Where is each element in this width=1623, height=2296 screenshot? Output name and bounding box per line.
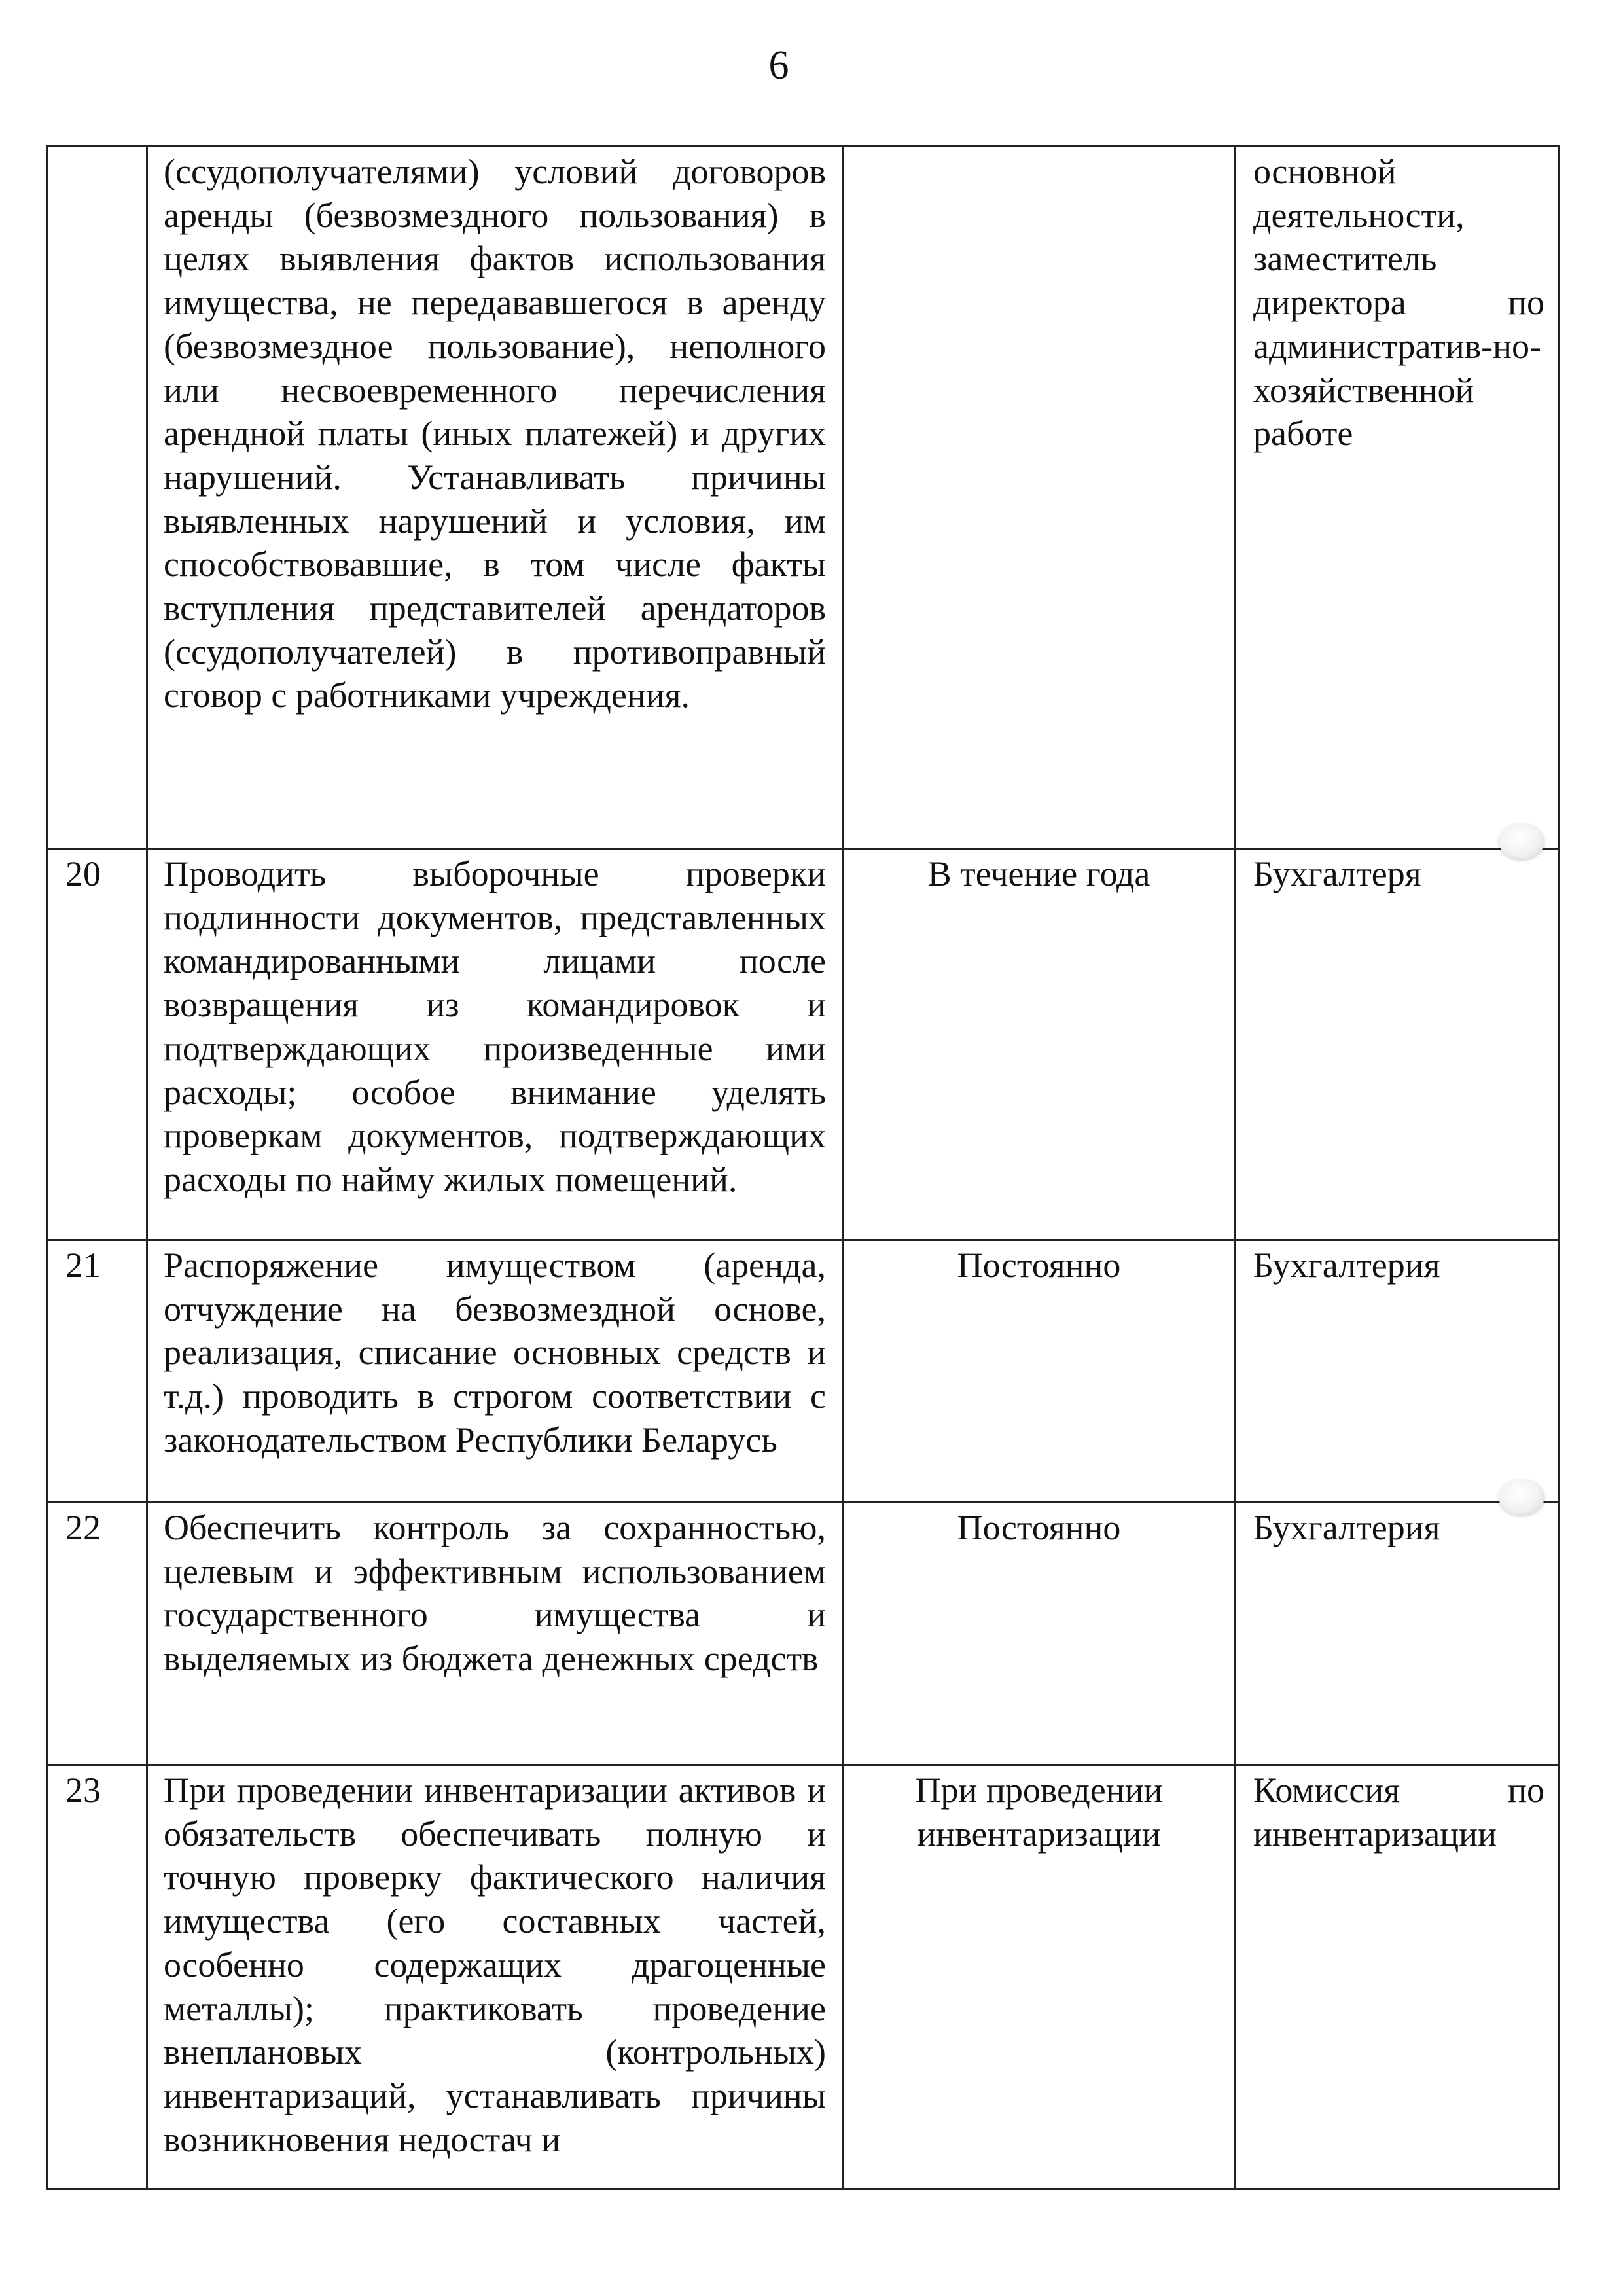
term-cell: При проведении инвентаризации (843, 1765, 1236, 2189)
row-number-cell: 23 (48, 1765, 147, 2189)
responsible-cell (1236, 147, 1559, 849)
measures-table (46, 145, 1560, 2190)
responsible-cell (1236, 1765, 1559, 2189)
responsible-text: Комиссия по инвентаризации (1253, 1770, 1544, 1854)
measure-cell (147, 849, 843, 1240)
table-row-continuation (48, 147, 1559, 849)
responsible-cell (1236, 849, 1559, 1240)
responsible-text: Бухгалтеря (1253, 854, 1421, 893)
table-row-21 (48, 1240, 1559, 1503)
measure-text: Распоряжение имуществом (аренда, отчуждение на безвозмездной основе, реализация, списание основных средств и т.д.) проводить в строгом соответствии с законодательством Республики Беларусь (164, 1246, 826, 1460)
measure-text: Обеспечить контроль за сохранностью, целевым и эффективным использованием государственного имущества и выделяемых из бюджета денежных средств (164, 1508, 826, 1679)
row-number-cell: 22 (48, 1503, 147, 1765)
term-cell: Постоянно (843, 1503, 1236, 1765)
term-cell (843, 147, 1236, 849)
responsible-text: основной деятельности, заместитель директора по административ-но-хозяйственной работе (1253, 152, 1544, 454)
measure-text: (ссудополучателями) условий договоров аренды (безвозмездного пользования) в целях выявления фактов использования имущества, не передававшегося в аренду (безвозмездное пользование), неполного или несвоевременного перечисления арендной платы (иных платежей) и других нарушений. Устанавливать причины выявленных нарушений и условия, им способствовавшие, в том числе факты вступления представителей арендаторов (ссудополучателей) в противоправный сговор с работниками учреждения. (164, 152, 826, 715)
measure-cell (147, 147, 843, 849)
term-cell: Постоянно (843, 1240, 1236, 1503)
row-number-cell: 20 (48, 849, 147, 1240)
measure-text: Проводить выборочные проверки подлинности документов, представленных командированными лицами после возвращения из командировок и подтверждающих произведенные ими расходы; особое внимание уделять проверкам документов, подтверждающих расходы по найму жилых помещений. (164, 854, 826, 1199)
row-number-cell: 21 (48, 1240, 147, 1503)
punch-hole-mark (1499, 1479, 1544, 1515)
responsible-text: Бухгалтерия (1253, 1508, 1440, 1547)
page-number: 6 (768, 43, 789, 88)
responsible-cell (1236, 1240, 1559, 1503)
punch-hole-mark (1499, 823, 1544, 859)
table-row-20 (48, 849, 1559, 1240)
responsible-text: Бухгалтерия (1253, 1246, 1440, 1285)
measure-cell (147, 1240, 843, 1503)
row-number-cell (48, 147, 147, 849)
measure-text: При проведении инвентаризации активов и обязательств обеспечивать полную и точную проверку фактического наличия имущества (его составных частей, особенно содержащих драгоценные металлы); практиковать проведение внеплановых (контрольных) инвентаризаций, устанавливать причины возникновения недостач и (164, 1770, 826, 2159)
table-row-23 (48, 1765, 1559, 2189)
measure-cell (147, 1765, 843, 2189)
responsible-cell (1236, 1503, 1559, 1765)
table-row-22 (48, 1503, 1559, 1765)
term-cell: В течение года (843, 849, 1236, 1240)
measure-cell (147, 1503, 843, 1765)
